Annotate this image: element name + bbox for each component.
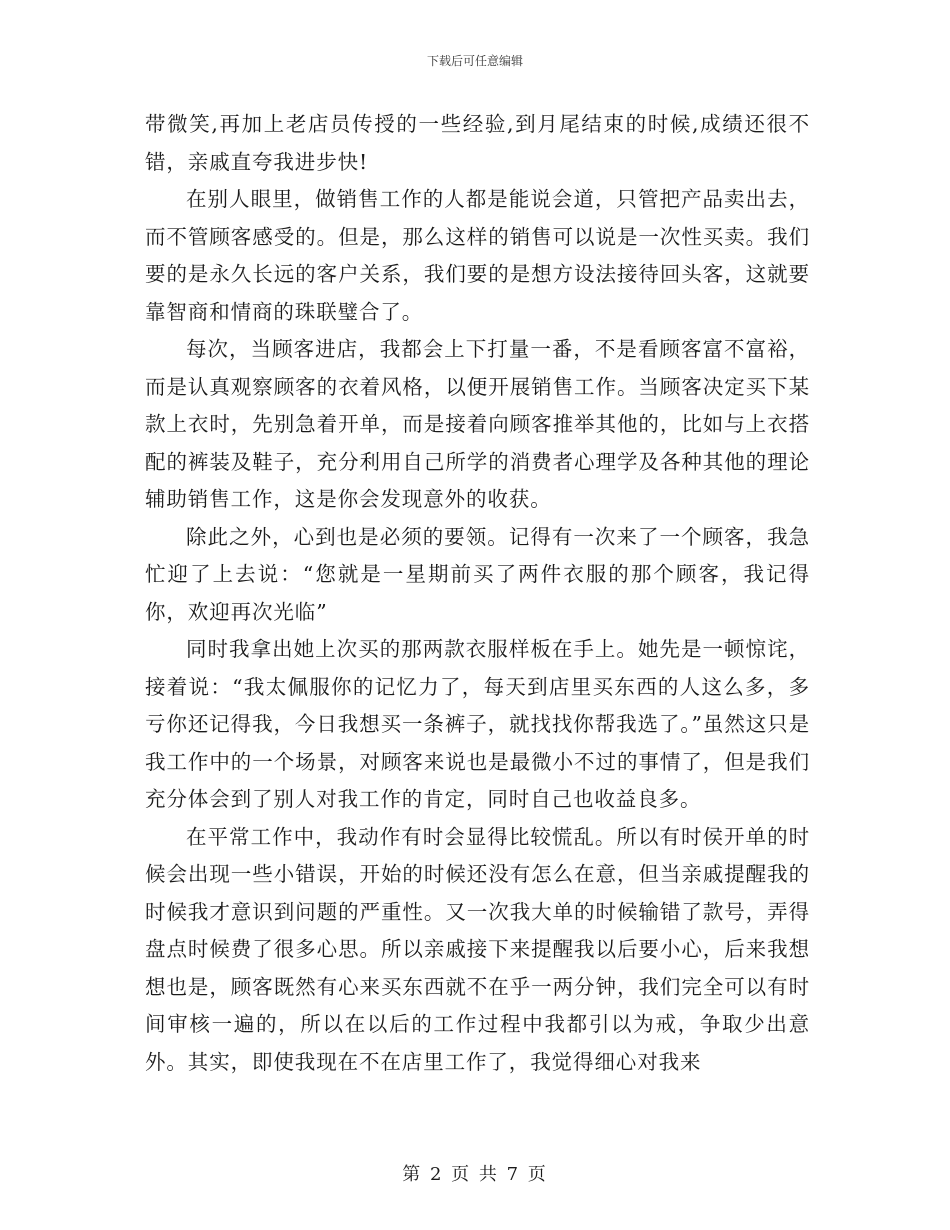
paragraph: 带微笑,再加上老店员传授的一些经验,到月尾结束的时候,成绩还很不错，亲戚直夸我进步快! [145, 112, 810, 174]
page-header: 下载后可任意编辑 [426, 54, 523, 68]
paragraph: 在平常工作中，我动作有时会显得比较慌乱。所以有时侯开单的时候会出现一些小错误，开始的时候还没有怎么在意，但当亲戚提醒我的时候我才意识到问题的严重性。又一次我大单的时候输错了款号，弄得盘点时候费了很多心思。所以亲戚接下来提醒我以后要小心，后来我想想也是，顾客既然有心来买东西就不在乎一两分钟，我们完全可以有时间审核一遍的，所以在以后的工作过程中我都引以为戒，争取少出意外。其实，即使我现在不在店里工作了，我觉得细心对我来 [145, 824, 810, 1074]
paragraph: 在别人眼里，做销售工作的人都是能说会道，只管把产品卖出去，而不管顾客感受的。但是，那么这样的销售可以说是一次性买卖。我们要的是永久长远的客户关系，我们要的是想方设法接待回头客，这就要靠智商和情商的珠联璧合了。 [145, 187, 810, 324]
document-body [145, 106, 810, 1081]
page-footer: 第 2 页 共 7 页 [402, 1164, 548, 1185]
paragraph: 同时我拿出她上次买的那两款衣服样板在手上。她先是一顿惊诧，接着说：“我太佩服你的记忆力了，每天到店里买东西的人这么多，多亏你还记得我，今日我想买一条裤子，就找找你帮我选了。”虽然这只是我工作中的一个场景，对顾客来说也是最微小不过的事情了，但是我们充分体会到了别人对我工作的肯定，同时自己也收益良多。 [145, 637, 810, 811]
paragraph: 除此之外，心到也是必须的要领。记得有一次来了一个顾客，我急忙迎了上去说：“您就是一星期前买了两件衣服的那个顾客，我记得你，欢迎再次光临” [145, 524, 810, 624]
paragraph: 每次，当顾客进店，我都会上下打量一番，不是看顾客富不富裕，而是认真观察顾客的衣着风格，以便开展销售工作。当顾客决定买下某款上衣时，先别急着开单，而是接着向顾客推举其他的，比如与上衣搭配的裤装及鞋子，充分利用自己所学的消费者心理学及各种其他的理论辅助销售工作，这是你会发现意外的收获。 [145, 337, 810, 511]
